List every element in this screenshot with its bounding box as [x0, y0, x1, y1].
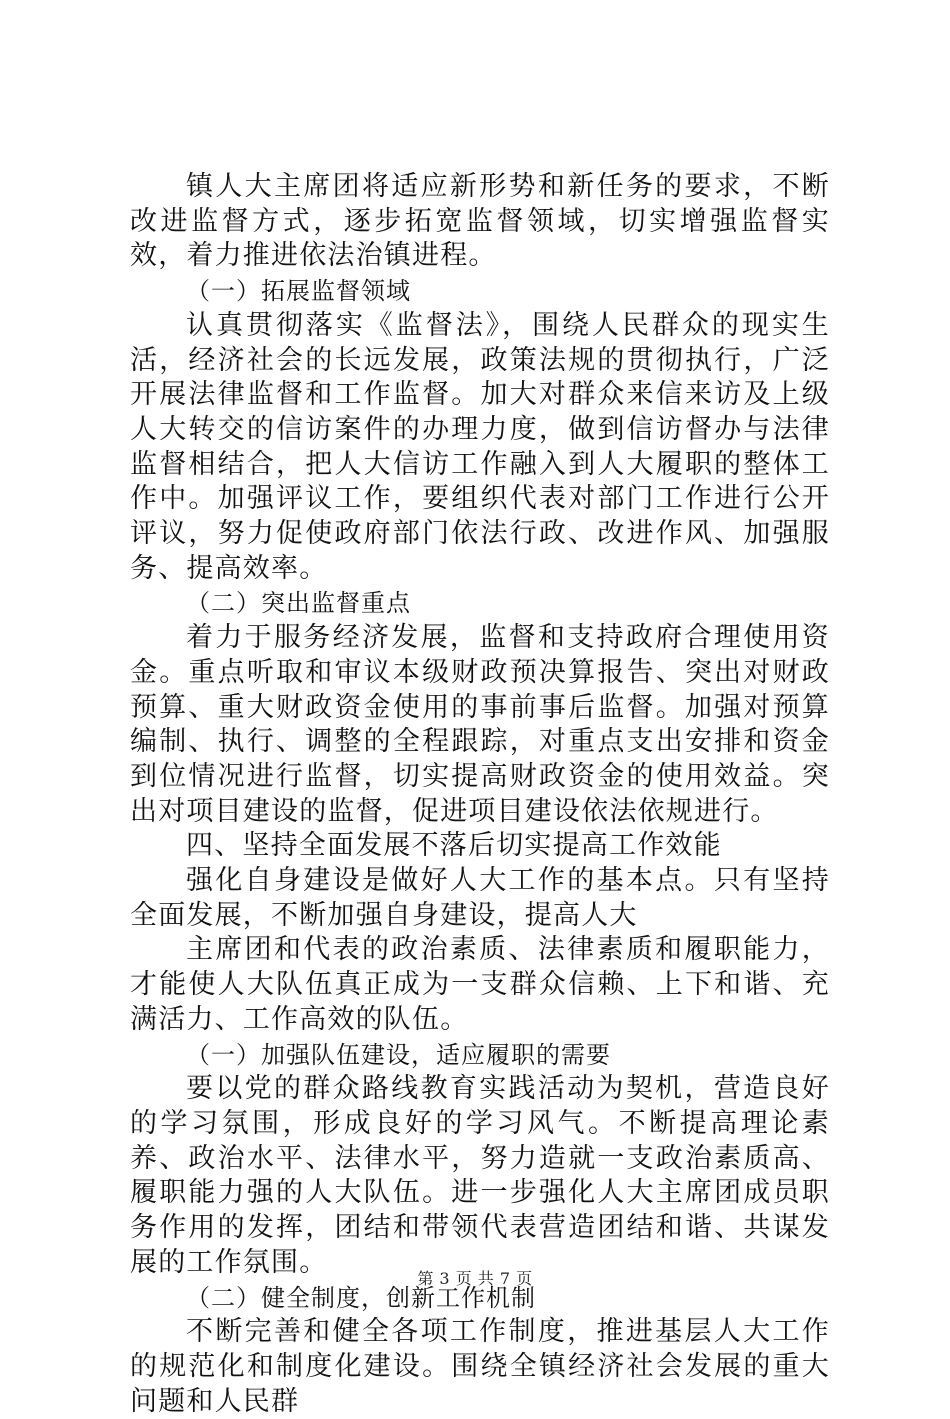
section-heading-four: 四、坚持全面发展不落后切实提高工作效能	[186, 830, 722, 862]
section-heading-expand-supervision: （一）拓展监督领域	[186, 277, 411, 306]
paragraph-self-building: 强化自身建设是做好人大工作的基本点。只有坚持全面发展，不断加强自身建设，提高人大	[130, 865, 830, 931]
paragraph-system-improvement: 不断完善和健全各项工作制度，推进基层人大工作的规范化和制度化建设。围绕全镇经济社会发展的重大问题和人民群	[130, 1316, 830, 1417]
paragraph-presidium: 主席团和代表的政治素质、法律素质和履职能力，才能使人大队伍真正成为一支群众信赖、上下和谐、充满活力、工作高效的队伍。	[130, 934, 830, 1035]
document-body	[130, 170, 830, 1419]
page-footer: 第 3 页 共 7 页	[417, 1269, 533, 1288]
section-heading-supervision-focus: （二）突出监督重点	[186, 589, 411, 618]
paragraph-supervision-law: 认真贯彻落实《监督法》，围绕人民群众的现实生活，经济社会的长远发展，政策法规的贯彻执行，广泛开展法律监督和工作监督。加大对群众来信来访及上级人大转交的信访案件的办理力度，做到信访督办与法律监督相结合，把人大信访工作融入到人大履职的整体工作中。加强评议工作，要组织代表对部门工作进行公开评议，努力促使政府部门依法行政、改进作风、加强服务、提高效率。	[130, 309, 830, 584]
paragraph-mass-line: 要以党的群众路线教育实践活动为契机，营造良好的学习氛围，形成良好的学习风气。不断提高理论素养、政治水平、法律水平，努力造就一支政治素质高、履职能力强的人大队伍。进一步强化人大主席团成员职务作用的发挥，团结和带领代表营造团结和谐、共谋发展的工作氛围。	[130, 1073, 830, 1278]
paragraph-economic-service: 着力于服务经济发展，监督和支持政府合理使用资金。重点听取和审议本级财政预决算报告、突出对财政预算、重大财政资金使用的事前事后监督。加强对预算编制、执行、调整的全程跟踪，对重点支出安排和资金到位情况进行监督，切实提高财政资金的使用效益。突出对项目建设的监督，促进项目建设依法依规进行。	[130, 622, 830, 827]
paragraph-intro: 镇人大主席团将适应新形势和新任务的要求，不断改进监督方式，逐步拓宽监督领域，切实增强监督实效，着力推进依法治镇进程。	[130, 171, 830, 272]
section-heading-system: （二）健全制度，创新工作机制	[186, 1283, 536, 1312]
section-heading-team-building: （一）加强队伍建设，适应履职的需要	[186, 1040, 611, 1069]
